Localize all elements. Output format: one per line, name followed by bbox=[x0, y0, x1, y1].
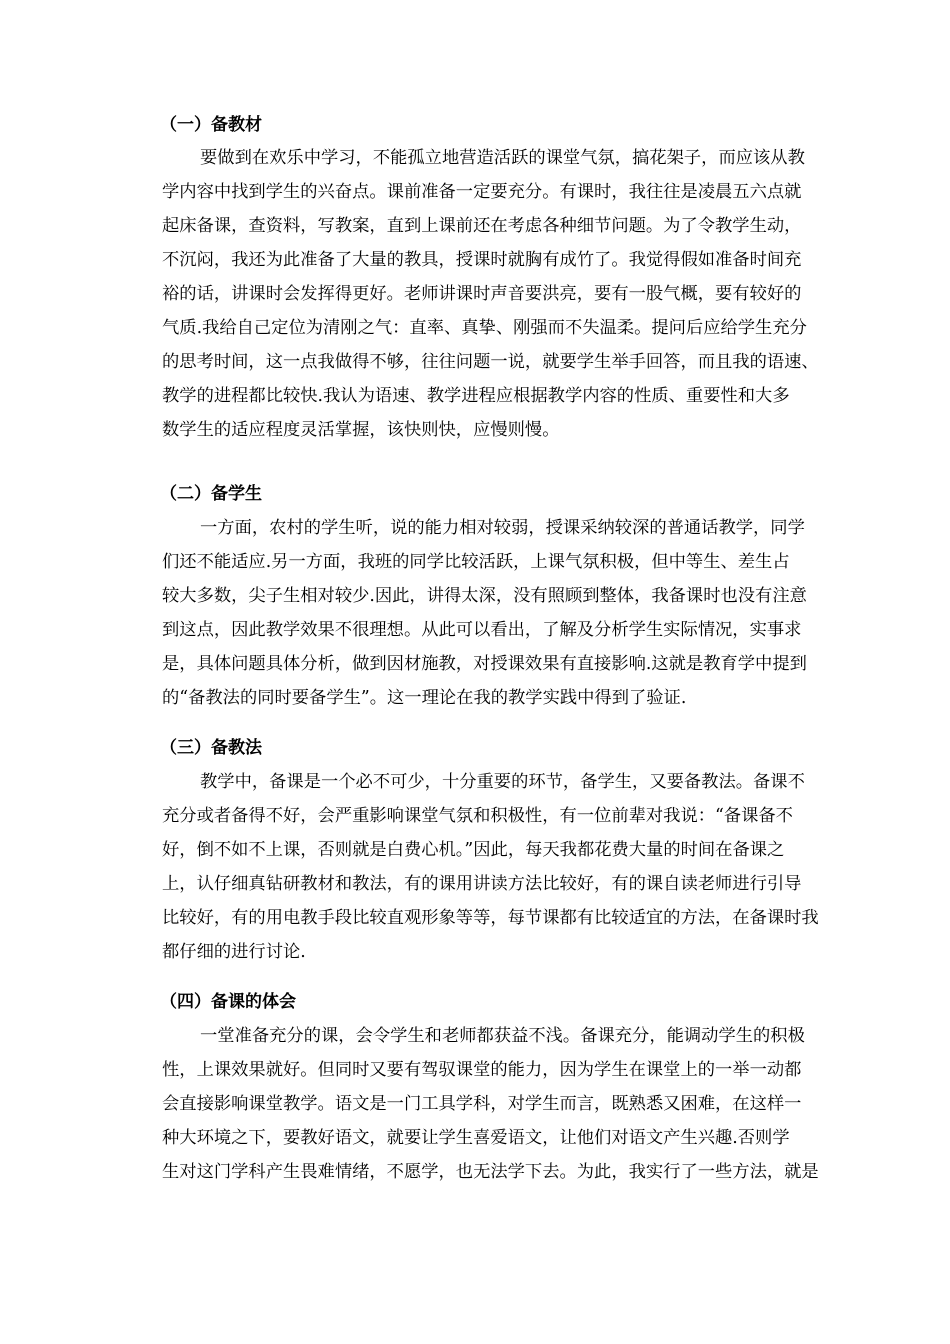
paragraph-line: 会直接影响课堂教学。语文是一门工具学科，对学生而言，既熟悉又困难，在这样一 bbox=[162, 1094, 802, 1114]
paragraph-line: 较大多数，尖子生相对较少.因此，讲得太深，没有照顾到整体，我备课时也没有注意 bbox=[162, 586, 807, 606]
paragraph-line: 教学的进程都比较快.我认为语速、教学进程应根据教学内容的性质、重要性和大多 bbox=[162, 386, 790, 406]
section-heading: （二）备学生 bbox=[160, 484, 262, 504]
paragraph-line: 一堂准备充分的课，会令学生和老师都获益不浅。备课充分，能调动学生的积极 bbox=[200, 1026, 805, 1046]
paragraph-line: 一方面，农村的学生听，说的能力相对较弱，授课采纳较深的普通话教学，同学 bbox=[200, 518, 805, 538]
section-heading: （一）备教材 bbox=[160, 115, 262, 135]
paragraph-line: 种大环境之下，要教好语文，就要让学生喜爱语文，让他们对语文产生兴趣.否则学 bbox=[162, 1128, 790, 1148]
paragraph-line: 性，上课效果就好。但同时又要有驾驭课堂的能力，因为学生在课堂上的一举一动都 bbox=[162, 1060, 802, 1080]
paragraph-line: 不沉闷，我还为此准备了大量的教具，授课时就胸有成竹了。我觉得假如准备时间充 bbox=[162, 250, 802, 270]
paragraph-line: 气质.我给自己定位为清刚之气：直率、真挚、刚强而不失温柔。提问后应给学生充分 bbox=[162, 318, 807, 338]
section-heading: （三）备教法 bbox=[160, 738, 262, 758]
paragraph-line: 好，倒不如不上课，否则就是白费心机。”因此，每天我都花费大量的时间在备课之 bbox=[162, 840, 785, 860]
paragraph-line: 们还不能适应.另一方面，我班的同学比较活跃，上课气氛积极，但中等生、差生占 bbox=[162, 552, 790, 572]
paragraph-line: 要做到在欢乐中学习，不能孤立地营造活跃的课堂气氛，搞花架子，而应该从教 bbox=[200, 148, 805, 168]
paragraph-line: 的思考时间，这一点我做得不够，往往问题一说，就要学生举手回答，而且我的语速、 bbox=[162, 352, 819, 372]
paragraph-line: 生对这门学科产生畏难情绪，不愿学，也无法学下去。为此，我实行了一些方法，就是 bbox=[162, 1162, 819, 1182]
paragraph-line: 都仔细的进行讨论. bbox=[162, 942, 306, 962]
paragraph-line: 是，具体问题具体分析，做到因材施教，对授课效果有直接影响.这就是教育学中提到 bbox=[162, 654, 807, 674]
paragraph-line: 起床备课，查资料，写教案，直到上课前还在考虑各种细节问题。为了令教学生动， bbox=[162, 216, 802, 236]
paragraph-line: 充分或者备得不好，会严重影响课堂气氛和积极性，有一位前辈对我说：“备课备不 bbox=[162, 806, 793, 826]
paragraph-line: 到这点，因此教学效果不很理想。从此可以看出，了解及分析学生实际情况，实事求 bbox=[162, 620, 802, 640]
section-heading: （四）备课的体会 bbox=[160, 992, 296, 1012]
paragraph-line: 上，认仔细真钻研教材和教法，有的课用讲读方法比较好，有的课自读老师进行引导 bbox=[162, 874, 802, 894]
paragraph-line: 数学生的适应程度灵活掌握，该快则快，应慢则慢。 bbox=[162, 420, 560, 440]
paragraph-line: 裕的话，讲课时会发挥得更好。老师讲课时声音要洪亮，要有一股气概，要有较好的 bbox=[162, 284, 802, 304]
paragraph-line: 学内容中找到学生的兴奋点。课前准备一定要充分。有课时，我往往是凌晨五六点就 bbox=[162, 182, 802, 202]
paragraph-line: 教学中，备课是一个必不可少，十分重要的环节，备学生，又要备教法。备课不 bbox=[200, 772, 805, 792]
paragraph-line: 比较好，有的用电教手段比较直观形象等等，每节课都有比较适宜的方法，在备课时我 bbox=[162, 908, 819, 928]
paragraph-line: 的“备教法的同时要备学生”。这一理论在我的教学实践中得到了验证. bbox=[162, 688, 687, 708]
